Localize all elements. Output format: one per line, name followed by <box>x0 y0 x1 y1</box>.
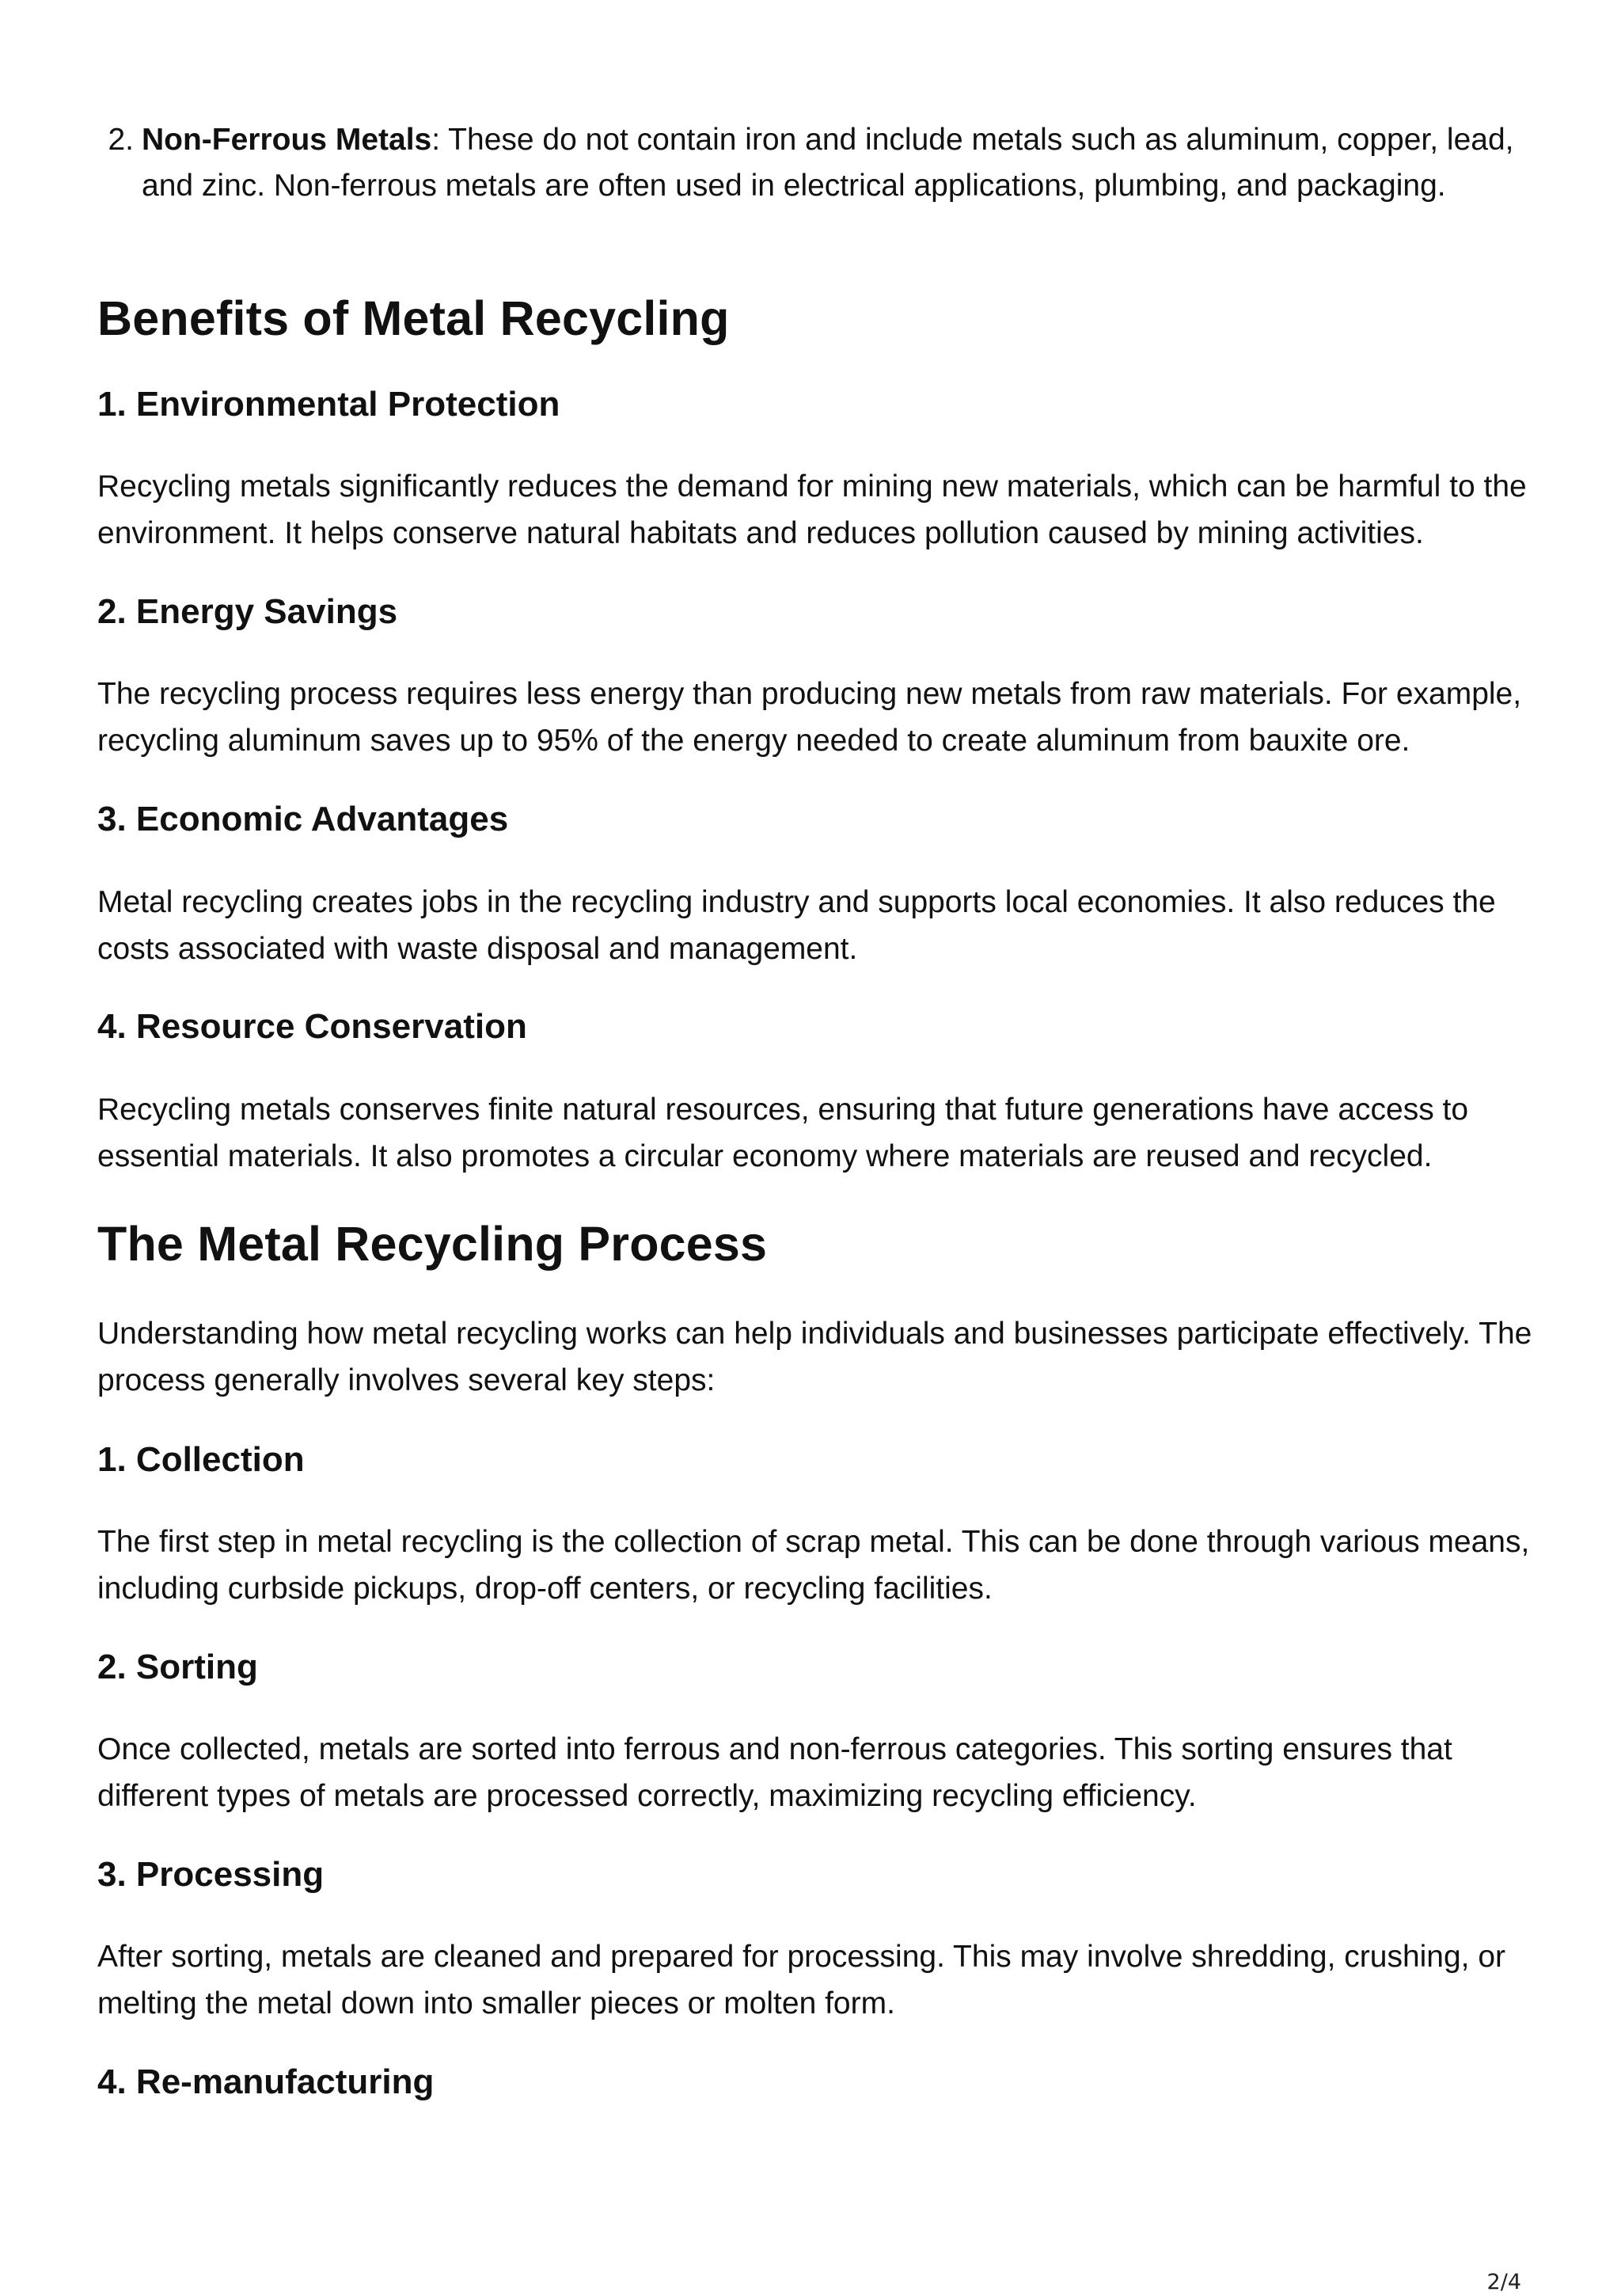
subheading-economic-advantages: 3. Economic Advantages <box>97 800 509 838</box>
paragraph-energy-savings: The recycling process requires less energy than producing new metals from raw materials. For example, recycling aluminum saves up to 95% of the energy needed to create aluminum from bauxite ore. <box>97 677 1522 758</box>
page-number: 2/4 <box>1486 2270 1521 2294</box>
paragraph-environmental-protection: Recycling metals significantly reduces the demand for mining new materials, which can be harmful to the environment. It helps conserve natural habitats and reduces pollution caused by mining activities. <box>97 469 1527 550</box>
list-item-term: Non-Ferrous Metals <box>142 123 432 157</box>
section-heading-process: The Metal Recycling Process <box>97 1217 768 1271</box>
section-heading-benefits: Benefits of Metal Recycling <box>97 291 730 345</box>
paragraph-resource-conservation: Recycling metals conserves finite natural resources, ensuring that future generations have access to essential materials. It also promotes a circular economy where materials are reused and recycled. <box>97 1093 1469 1173</box>
paragraph-collection: The first step in metal recycling is the collection of scrap metal. This can be done through various means, including curbside pickups, drop-off centers, or recycling facilities. <box>97 1525 1530 1606</box>
list-item-non-ferrous-metals <box>108 117 1543 209</box>
subheading-energy-savings: 2. Energy Savings <box>97 592 398 631</box>
subheading-sorting: 2. Sorting <box>97 1648 258 1686</box>
paragraph-sorting: Once collected, metals are sorted into ferrous and non-ferrous categories. This sorting ensures that different types of metals are processed correctly, maximizing recycling efficiency. <box>97 1732 1452 1813</box>
subheading-collection: 1. Collection <box>97 1440 305 1479</box>
subheading-environmental-protection: 1. Environmental Protection <box>97 385 560 424</box>
paragraph-economic-advantages: Metal recycling creates jobs in the recycling industry and supports local economies. It also reduces the costs associated with waste disposal and management. <box>97 885 1496 966</box>
paragraph-processing: After sorting, metals are cleaned and prepared for processing. This may involve shredding, crushing, or melting the metal down into smaller pieces or molten form. <box>97 1940 1506 2020</box>
subheading-processing: 3. Processing <box>97 1855 325 1894</box>
subheading-resource-conservation: 4. Resource Conservation <box>97 1007 527 1046</box>
subheading-re-manufacturing: 4. Re-manufacturing <box>97 2062 435 2101</box>
list-item-text: : These do not contain iron and include metals such as aluminum, copper, lead, and zinc. Non-ferrous metals are often used in electrical applications, plumbing, and packaging. <box>142 123 1514 203</box>
list-item-number: 2. <box>108 123 134 157</box>
paragraph-process-intro: Understanding how metal recycling works can help individuals and businesses participate effectively. The process generally involves several key steps: <box>97 1317 1532 1397</box>
